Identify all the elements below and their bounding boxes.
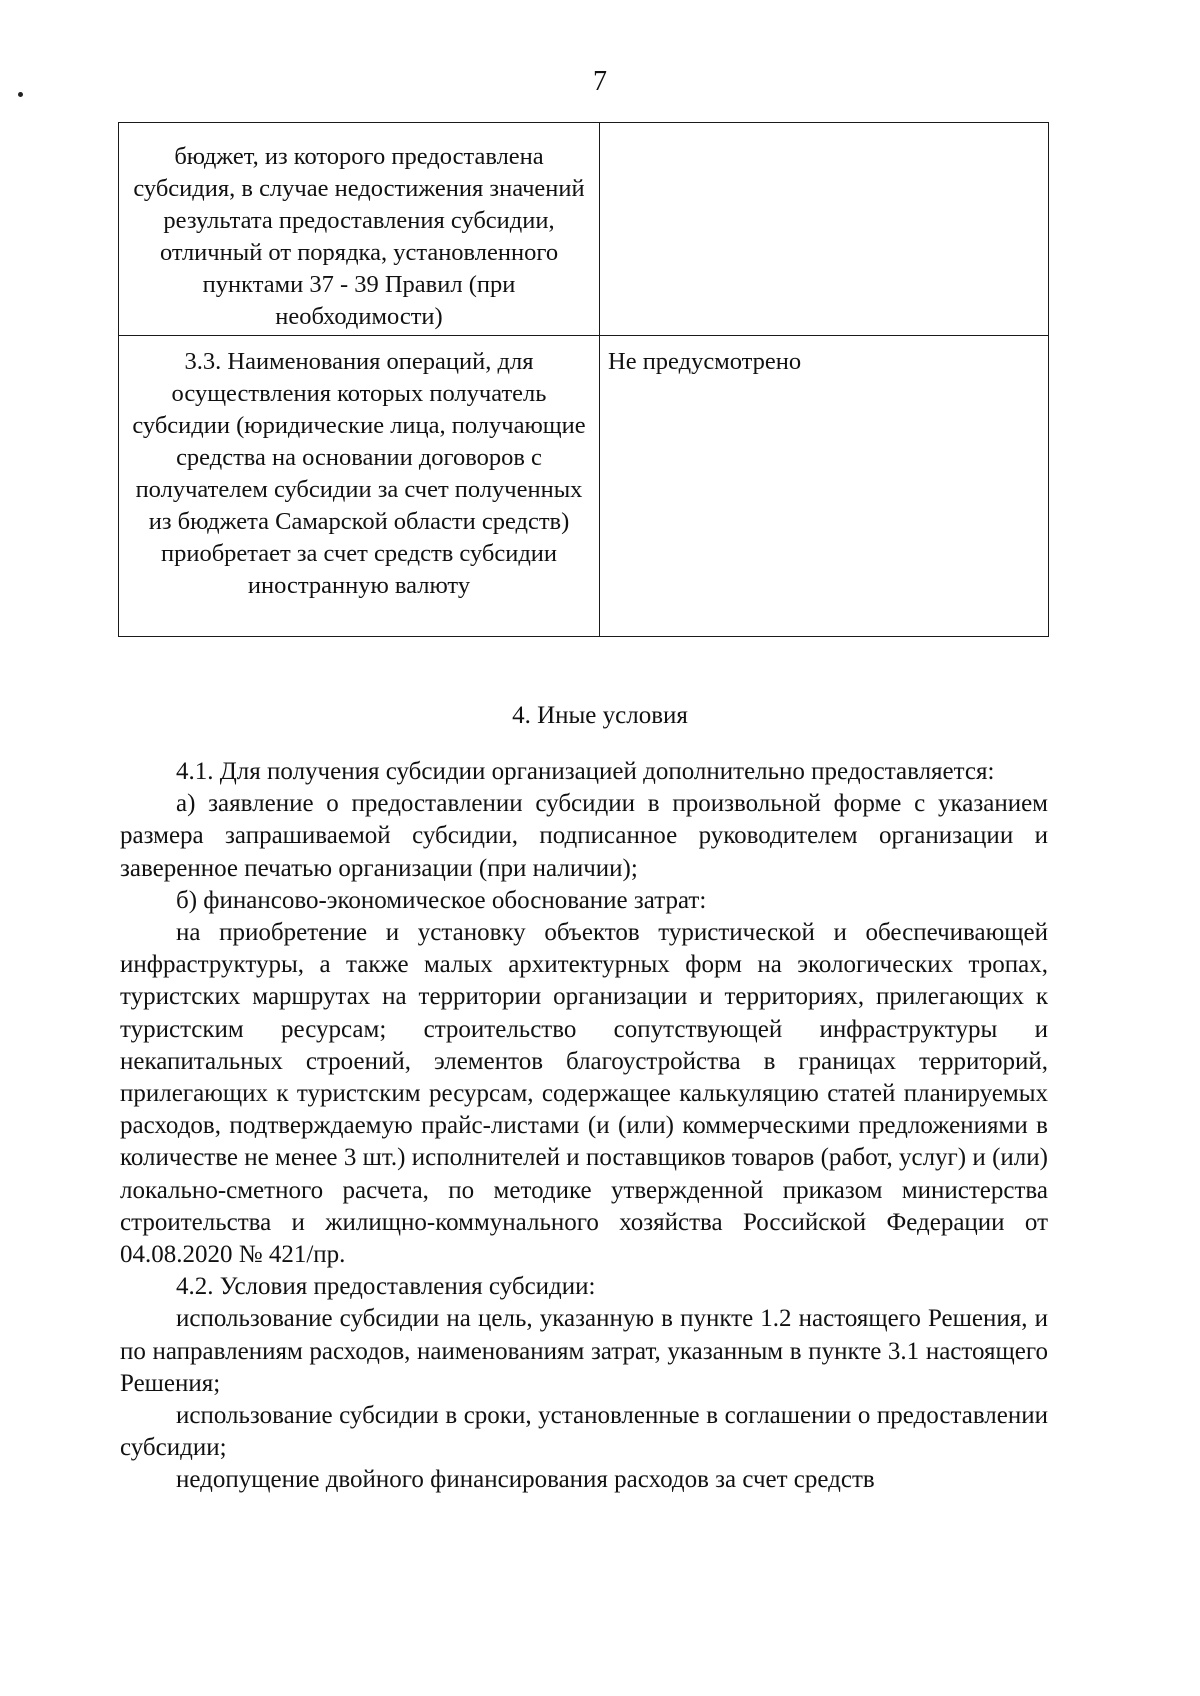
table-row [119,123,1049,336]
section-heading: 4. Иные условия [512,702,688,729]
cell-text: 3.3. Наименования операций, для осуществления которых получатель субсидии (юридические лица, получающие средства на основании договоров с получателем субсидии за счет полученных из бюджета Самарской области средств) приобретает за счет средств субсидии иностранную валюту [132,348,586,599]
paragraph-costs: на приобретение и установку объектов туристической и обеспечивающей инфраструктуры, а также малых архитектурных форм на экологических тропах, туристских маршрутах на территории организации и территориях, прилегающих к туристским ресурсам; строительство сопутствующей инфраструктуры и некапитальных строений, элементов благоустройства в границах территорий, прилегающих к туристским ресурсам, содержащее калькуляцию статей планируемых расходов, подтверждаемую прайс-листами (и (или) коммерческими предложениями в количестве не менее 3 шт.) исполнителей и поставщиков товаров (работ, услуг) и (или) локально-сметного расчета, по методике утвержденной приказом министерства строительства и жилищно-коммунального хозяйства Российской Федерации от 04.08.2020 № 421/пр. [120,919,1048,1269]
table-cell-value [600,123,1049,336]
section-body [120,756,1048,1497]
table-row [119,336,1049,637]
paragraph-4-2: 4.2. Условия предоставления субсидии: [176,1273,596,1301]
paragraph-usage-purpose: использование субсидии на цель, указанную в пункте 1.2 настоящего Решения, и по направлениям расходов, наименованиям затрат, указанным в пункте 3.1 настоящего Решения; [120,1305,1048,1397]
paragraph-double-funding: недопущение двойного финансирования расходов за счет средств [176,1466,875,1494]
paragraph-a: а) заявление о предоставлении субсидии в произвольной форме с указанием размера запрашиваемой субсидии, подписанное руководителем организации и заверенное печатью организации (при наличии); [120,790,1048,882]
cell-text: бюджет, из которого предоставлена субсидия, в случае недостижения значений результата предоставления субсидии, отличный от порядка, установленного пунктами 37 - 39 Правил (при необходимости) [133,143,585,330]
paragraph-4-1: 4.1. Для получения субсидии организацией дополнительно предоставляется: [176,758,995,785]
table-cell-value [600,336,1049,637]
paragraph-usage-terms: использование субсидии в сроки, установленные в соглашении о предоставлении субсидии; [120,1402,1048,1462]
table-cell-description [119,336,600,637]
cell-text: Не предусмотрено [608,348,802,375]
page-number: 7 [593,66,607,97]
conditions-table [118,122,1049,637]
paragraph-b: б) финансово-экономическое обоснование затрат: [176,886,707,914]
table-cell-description [119,123,600,336]
